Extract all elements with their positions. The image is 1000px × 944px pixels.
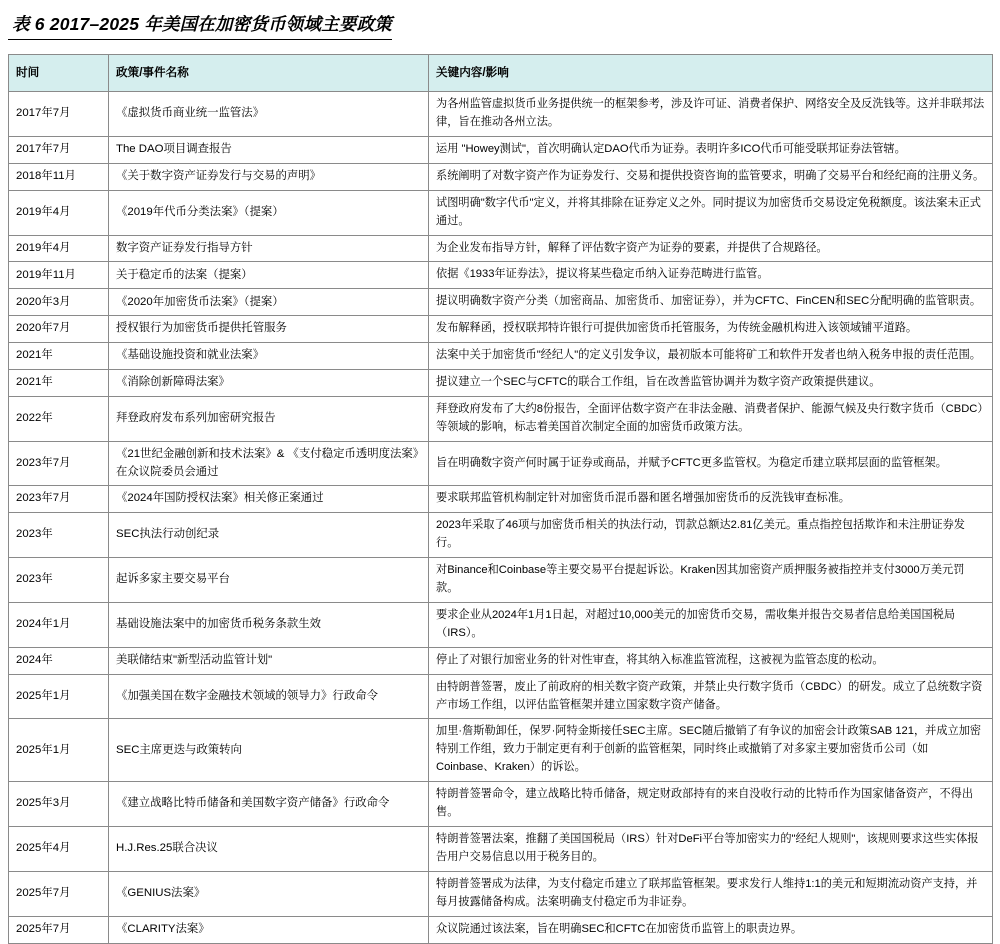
cell-key-content: 特朗普签署法案，推翻了美国国税局（IRS）针对DeFi平台等加密实力的"经纪人规则"，该规则要求这些实体报告用户交易信息以用于税务目的。 [429,827,993,872]
cell-key-content: 依据《1933年证券法》，提议将某些稳定币纳入证券范畴进行监管。 [429,262,993,289]
cell-key-content: 为企业发布指导方针，解释了评估数字资产为证券的要素，并提供了合规路径。 [429,235,993,262]
table-header [9,55,993,92]
policy-table [8,54,993,944]
cell-time: 2017年7月 [9,92,109,137]
cell-key-content: 加里·詹斯勒卸任，保罗·阿特金斯接任SEC主席。SEC随后撤销了有争议的加密会计政策SAB 121，并成立加密特别工作组，致力于制定更有利于创新的监管框架，同时终止或撤销了对多家主要加密货币公司（如Coinbase、Kraken）的诉讼。 [429,719,993,782]
cell-key-content: 对Binance和Coinbase等主要交易平台提起诉讼。Kraken因其加密资产质押服务被指控并支付3000万美元罚款。 [429,558,993,603]
cell-key-content: 2023年采取了46项与加密货币相关的执法行动，罚款总额达2.81亿美元。重点指控包括欺诈和未注册证券发行。 [429,513,993,558]
cell-time: 2024年1月 [9,602,109,647]
caption-container [8,0,992,54]
cell-time: 2025年1月 [9,719,109,782]
cell-time: 2023年 [9,513,109,558]
cell-policy-name: H.J.Res.25联合决议 [109,827,429,872]
cell-key-content: 发布解释函，授权联邦特许银行可提供加密货币托管服务，为传统金融机构进入该领域铺平道路。 [429,316,993,343]
cell-policy-name: 《建立战略比特币储备和美国数字资产储备》行政命令 [109,782,429,827]
cell-key-content: 由特朗普签署，废止了前政府的相关数字资产政策，并禁止央行数字货币（CBDC）的研发。成立了总统数字资产市场工作组，以评估监管框架并建立国家数字资产储备。 [429,674,993,719]
table-row [9,513,993,558]
cell-time: 2019年11月 [9,262,109,289]
cell-key-content: 旨在明确数字资产何时属于证券或商品，并赋予CFTC更多监管权。为稳定币建立联邦层面的监管框架。 [429,441,993,485]
column-header-impact: 关键内容/影响 [429,55,993,92]
cell-key-content: 拜登政府发布了大约8份报告，全面评估数字资产在非法金融、消费者保护、能源气候及央行数字货币（CBDC）等领域的影响，标志着美国首次制定全面的加密货币政策方法。 [429,397,993,442]
cell-time: 2024年 [9,647,109,674]
cell-policy-name: 数字资产证券发行指导方针 [109,235,429,262]
cell-policy-name: 基础设施法案中的加密货币税务条款生效 [109,602,429,647]
cell-key-content: 试图明确"数字代币"定义，并将其排除在证券定义之外。同时提议为加密货币交易设定免税额度。该法案未正式通过。 [429,190,993,235]
table-row [9,827,993,872]
cell-policy-name: The DAO项目调查报告 [109,136,429,163]
cell-time: 2020年3月 [9,289,109,316]
cell-time: 2025年1月 [9,674,109,719]
cell-time: 2019年4月 [9,190,109,235]
table-row [9,486,993,513]
cell-key-content: 法案中关于加密货币"经纪人"的定义引发争议，最初版本可能将矿工和软件开发者也纳入税务申报的责任范围。 [429,343,993,370]
cell-policy-name: 《基础设施投资和就业法案》 [109,343,429,370]
table-row [9,916,993,943]
cell-policy-name: 《消除创新障碍法案》 [109,370,429,397]
table-row [9,190,993,235]
cell-time: 2025年7月 [9,871,109,916]
table-row [9,316,993,343]
table-row [9,370,993,397]
cell-policy-name: 《2019年代币分类法案》（提案） [109,190,429,235]
table-row [9,289,993,316]
header-row [9,55,993,92]
cell-time: 2025年3月 [9,782,109,827]
table-row [9,92,993,137]
cell-policy-name: SEC主席更迭与政策转向 [109,719,429,782]
table-row [9,343,993,370]
cell-key-content: 提议建立一个SEC与CFTC的联合工作组，旨在改善监管协调并为数字资产政策提供建议。 [429,370,993,397]
table-row [9,397,993,442]
table-row [9,262,993,289]
cell-time: 2023年7月 [9,441,109,485]
table-row [9,136,993,163]
cell-key-content: 运用 "Howey测试"，首次明确认定DAO代币为证券。表明许多ICO代币可能受联邦证券法管辖。 [429,136,993,163]
table-row [9,558,993,603]
cell-time: 2023年7月 [9,486,109,513]
cell-policy-name: SEC执法行动创纪录 [109,513,429,558]
table-row [9,871,993,916]
table-row [9,602,993,647]
cell-time: 2022年 [9,397,109,442]
cell-key-content: 特朗普签署命令，建立战略比特币储备，规定财政部持有的来自没收行动的比特币作为国家储备资产，不得出售。 [429,782,993,827]
cell-time: 2018年11月 [9,163,109,190]
table-body [9,92,993,944]
table-caption: 表 6 2017–2025 年美国在加密货币领域主要政策 [8,6,392,40]
table-row [9,674,993,719]
column-header-time: 时间 [9,55,109,92]
cell-key-content: 众议院通过该法案，旨在明确SEC和CFTC在加密货币监管上的职责边界。 [429,916,993,943]
cell-policy-name: 《GENIUS法案》 [109,871,429,916]
cell-time: 2017年7月 [9,136,109,163]
cell-key-content: 系统阐明了对数字资产作为证券发行、交易和提供投资咨询的监管要求，明确了交易平台和经纪商的注册义务。 [429,163,993,190]
cell-policy-name: 《2020年加密货币法案》（提案） [109,289,429,316]
cell-policy-name: 关于稳定币的法案（提案） [109,262,429,289]
cell-key-content: 停止了对银行加密业务的针对性审查，将其纳入标准监管流程，这被视为监管态度的松动。 [429,647,993,674]
table-row [9,235,993,262]
cell-policy-name: 起诉多家主要交易平台 [109,558,429,603]
cell-policy-name: 《关于数字资产证券发行与交易的声明》 [109,163,429,190]
table-row [9,163,993,190]
cell-time: 2020年7月 [9,316,109,343]
cell-time: 2021年 [9,370,109,397]
cell-policy-name: 《加强美国在数字金融技术领域的领导力》行政命令 [109,674,429,719]
cell-policy-name: 美联储结束"新型活动监管计划" [109,647,429,674]
cell-key-content: 特朗普签署成为法律，为支付稳定币建立了联邦监管框架。要求发行人维持1:1的美元和短期流动资产支持，并每月披露储备构成。法案明确支付稳定币为非证券。 [429,871,993,916]
table-row [9,647,993,674]
table-row [9,719,993,782]
cell-policy-name: 《CLARITY法案》 [109,916,429,943]
cell-policy-name: 《虚拟货币商业统一监管法》 [109,92,429,137]
cell-policy-name: 拜登政府发布系列加密研究报告 [109,397,429,442]
cell-key-content: 要求企业从2024年1月1日起，对超过10,000美元的加密货币交易，需收集并报告交易者信息给美国国税局（IRS）。 [429,602,993,647]
cell-time: 2025年4月 [9,827,109,872]
column-header-name: 政策/事件名称 [109,55,429,92]
cell-time: 2019年4月 [9,235,109,262]
cell-policy-name: 《21世纪金融创新和技术法案》& 《支付稳定币透明度法案》在众议院委员会通过 [109,441,429,485]
cell-key-content: 提议明确数字资产分类（加密商品、加密货币、加密证券），并为CFTC、FinCEN和SEC分配明确的监管职责。 [429,289,993,316]
cell-time: 2021年 [9,343,109,370]
cell-time: 2023年 [9,558,109,603]
cell-policy-name: 《2024年国防授权法案》相关修正案通过 [109,486,429,513]
cell-policy-name: 授权银行为加密货币提供托管服务 [109,316,429,343]
cell-time: 2025年7月 [9,916,109,943]
table-row [9,441,993,485]
table-row [9,782,993,827]
cell-key-content: 为各州监管虚拟货币业务提供统一的框架参考，涉及许可证、消费者保护、网络安全及反洗钱等。这并非联邦法律，旨在推动各州立法。 [429,92,993,137]
cell-key-content: 要求联邦监管机构制定针对加密货币混币器和匿名增强加密货币的反洗钱审查标准。 [429,486,993,513]
